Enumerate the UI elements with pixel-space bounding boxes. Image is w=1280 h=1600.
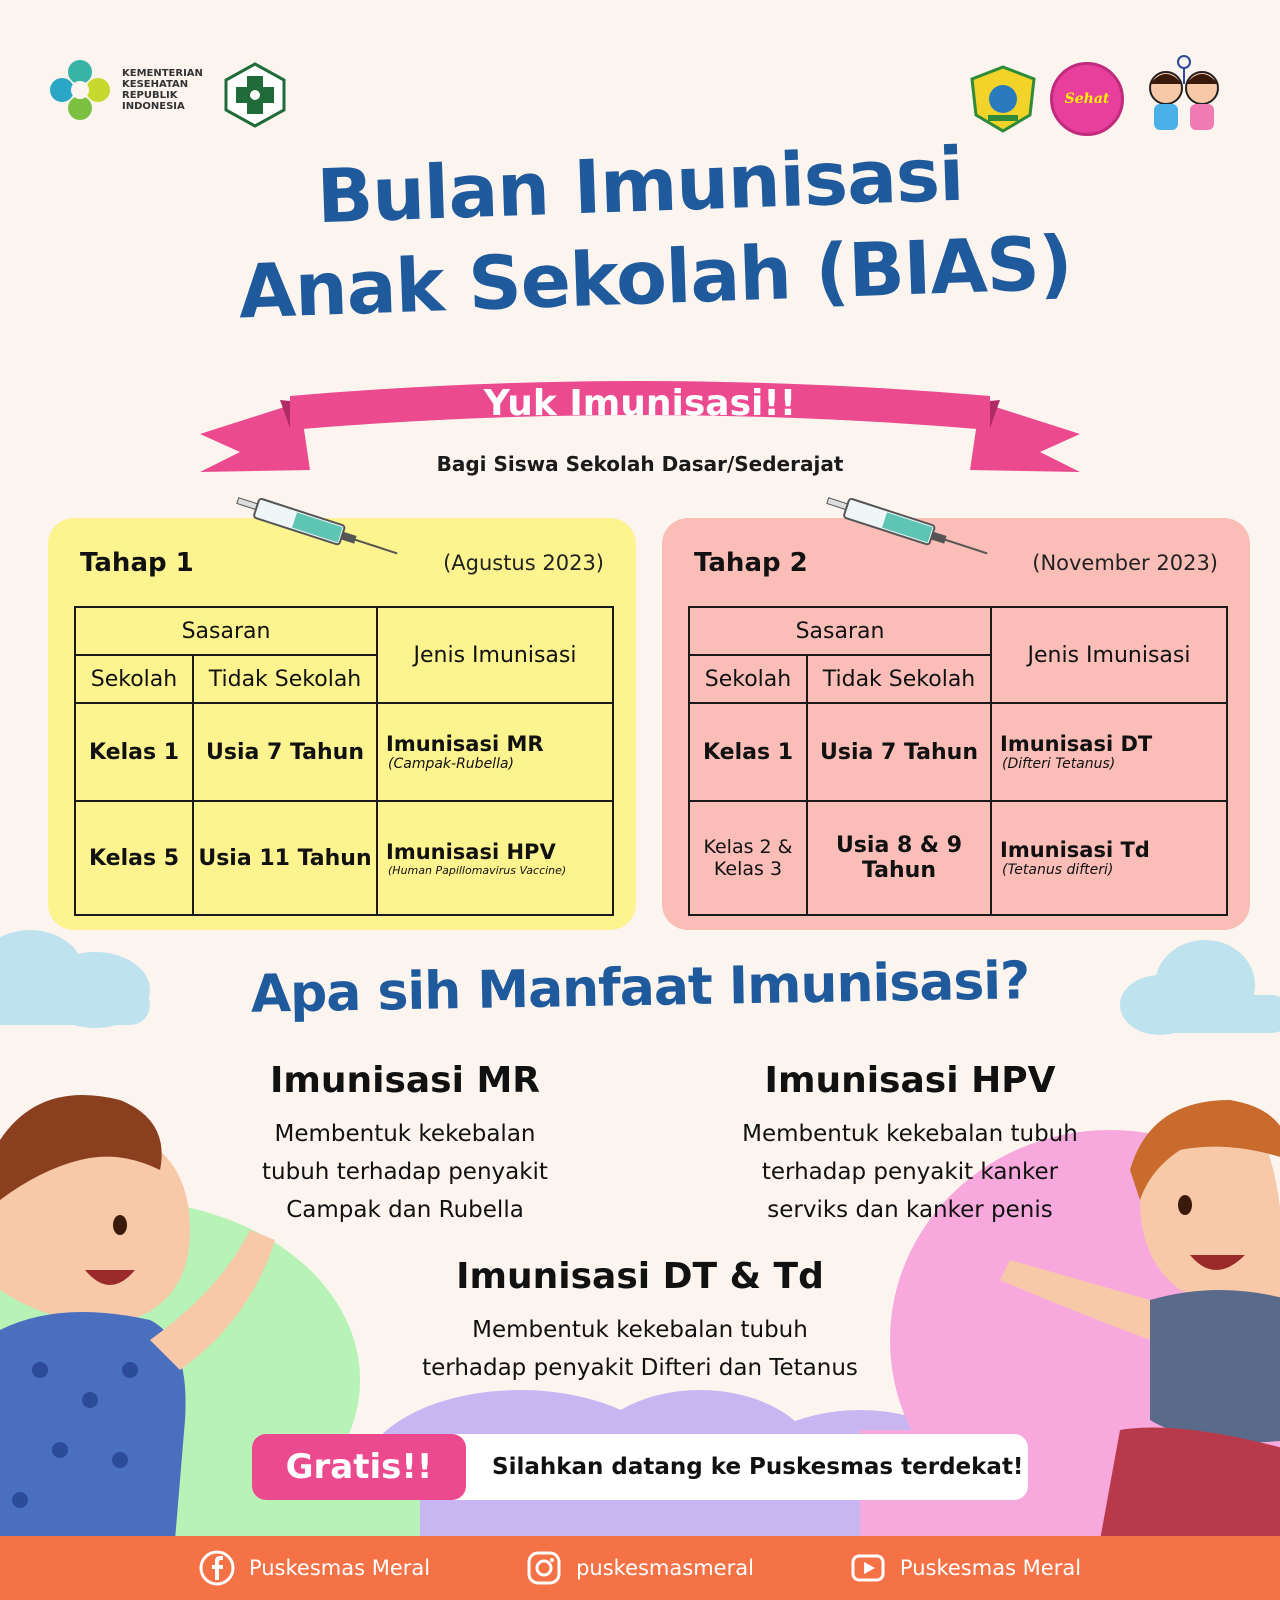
tidak-sekolah-cell: Usia 7 Tahun [193, 703, 377, 801]
sekolah-header: Sekolah [75, 655, 193, 703]
table-row [689, 703, 1227, 801]
gratis-badge: Gratis!! [252, 1434, 466, 1500]
kemenkes-emblem-icon [48, 58, 112, 122]
benefit-heading: Imunisasi DT & Td [456, 1256, 824, 1297]
facebook-label: Puskesmas Meral [248, 1556, 431, 1580]
benefit-line: Membentuk kekebalan tubuh [742, 1121, 1078, 1147]
facebook-link[interactable] [199, 1550, 430, 1586]
benefit-heading: Imunisasi MR [269, 1060, 541, 1101]
benefit-dt-td [390, 1256, 890, 1387]
cta-bar [252, 1434, 1028, 1500]
phase-2-period: (November 2023) [1032, 551, 1218, 575]
benefit-line: terhadap penyakit Difteri dan Tetanus [422, 1355, 858, 1381]
benefit-line: Campak dan Rubella [286, 1197, 524, 1223]
sasaran-header: Sasaran [75, 607, 377, 655]
benefit-mr [210, 1060, 600, 1229]
ministry-line-3: REPUBLIK [122, 90, 178, 101]
instagram-link[interactable] [526, 1550, 754, 1586]
ribbon-text: Yuk Imunisasi!! [483, 383, 797, 424]
youtube-link[interactable] [850, 1550, 1081, 1586]
vaccine-cell [991, 703, 1227, 801]
phase-2-table [688, 606, 1228, 916]
youtube-label: Puskesmas Meral [899, 1556, 1082, 1580]
sekolah-cell: Kelas 1 [75, 703, 193, 801]
vaccine-cell [377, 801, 613, 915]
title-line-2: Anak Sekolah (BIAS) [237, 220, 1073, 336]
vaccine-name: Imunisasi HPV [386, 839, 556, 864]
jenis-header: Jenis Imunisasi [377, 607, 613, 703]
ministry-line-1: KEMENTERIAN [122, 68, 203, 79]
benefit-hpv [700, 1060, 1120, 1229]
benefit-heading: Imunisasi HPV [764, 1060, 1056, 1101]
title-line-1: Bulan Imunisasi [315, 131, 965, 241]
phase-1-period: (Agustus 2023) [443, 551, 604, 575]
ministry-line-4: INDONESIA [122, 101, 185, 112]
benefit-line: terhadap penyakit kanker [761, 1159, 1059, 1185]
page-title [0, 131, 1280, 336]
vaccine-cell [991, 801, 1227, 915]
ministry-line-2: KESEHATAN [122, 79, 189, 90]
instagram-label: puskesmasmeral [576, 1556, 754, 1580]
benefit-line: serviks dan kanker penis [767, 1197, 1053, 1223]
table-row [75, 801, 613, 915]
instagram-icon [526, 1550, 562, 1586]
syringe-icon [812, 496, 992, 566]
phase-1-table [74, 606, 614, 916]
sekolah-cell: Kelas 1 [689, 703, 807, 801]
phase-1-title: Tahap 1 [80, 548, 194, 578]
vaccine-name: Imunisasi Td [1000, 838, 1150, 862]
puskesmas-cross-icon [224, 62, 286, 128]
sasaran-header: Sasaran [689, 607, 991, 655]
jenis-header: Jenis Imunisasi [991, 607, 1227, 703]
sehat-badge-label: Sehat [1064, 91, 1110, 107]
vaccine-subtitle: (Human Papillomavirus Vaccine) [388, 863, 567, 877]
facebook-icon [199, 1550, 235, 1586]
benefit-line: Membentuk kekebalan tubuh [472, 1317, 808, 1343]
tidak-sekolah-cell: Usia 7 Tahun [807, 703, 991, 801]
kemenkes-logo [48, 58, 212, 122]
vaccine-name: Imunisasi DT [1000, 732, 1153, 756]
tidak-sekolah-cell: Usia 8 & 9 Tahun [807, 801, 991, 915]
tidak-sekolah-header: Tidak Sekolah [807, 655, 991, 703]
phase-1-panel [48, 518, 636, 930]
benefits-title: Apa sih Manfaat Imunisasi? [250, 951, 1030, 1025]
vaccine-subtitle: (Tetanus difteri) [1002, 862, 1114, 878]
benefit-line: Membentuk kekebalan [274, 1121, 536, 1147]
table-row [75, 703, 613, 801]
sekolah-header: Sekolah [689, 655, 807, 703]
regency-seal-icon [968, 65, 1038, 133]
phase-2-title: Tahap 2 [694, 548, 808, 578]
sekolah-cell: Kelas 5 [75, 801, 193, 915]
vaccine-subtitle: (Campak-Rubella) [388, 756, 514, 772]
tidak-sekolah-header: Tidak Sekolah [193, 655, 377, 703]
footer-social [0, 1536, 1280, 1600]
table-row [689, 801, 1227, 915]
syringe-icon [222, 496, 402, 566]
cta-text: Silahkan datang ke Puskesmas terdekat! [492, 1454, 1024, 1480]
subtitle: Bagi Siswa Sekolah Dasar/Sederajat [436, 452, 844, 476]
benefit-line: tubuh terhadap penyakit [262, 1159, 548, 1185]
sekolah-cell: Kelas 2 & Kelas 3 [689, 801, 807, 915]
vaccine-name: Imunisasi MR [386, 732, 544, 756]
tidak-sekolah-cell: Usia 11 Tahun [193, 801, 377, 915]
youtube-icon [850, 1550, 886, 1586]
vaccine-subtitle: (Difteri Tetanus) [1002, 756, 1116, 772]
vaccine-cell [377, 703, 613, 801]
phase-2-panel [662, 518, 1250, 930]
